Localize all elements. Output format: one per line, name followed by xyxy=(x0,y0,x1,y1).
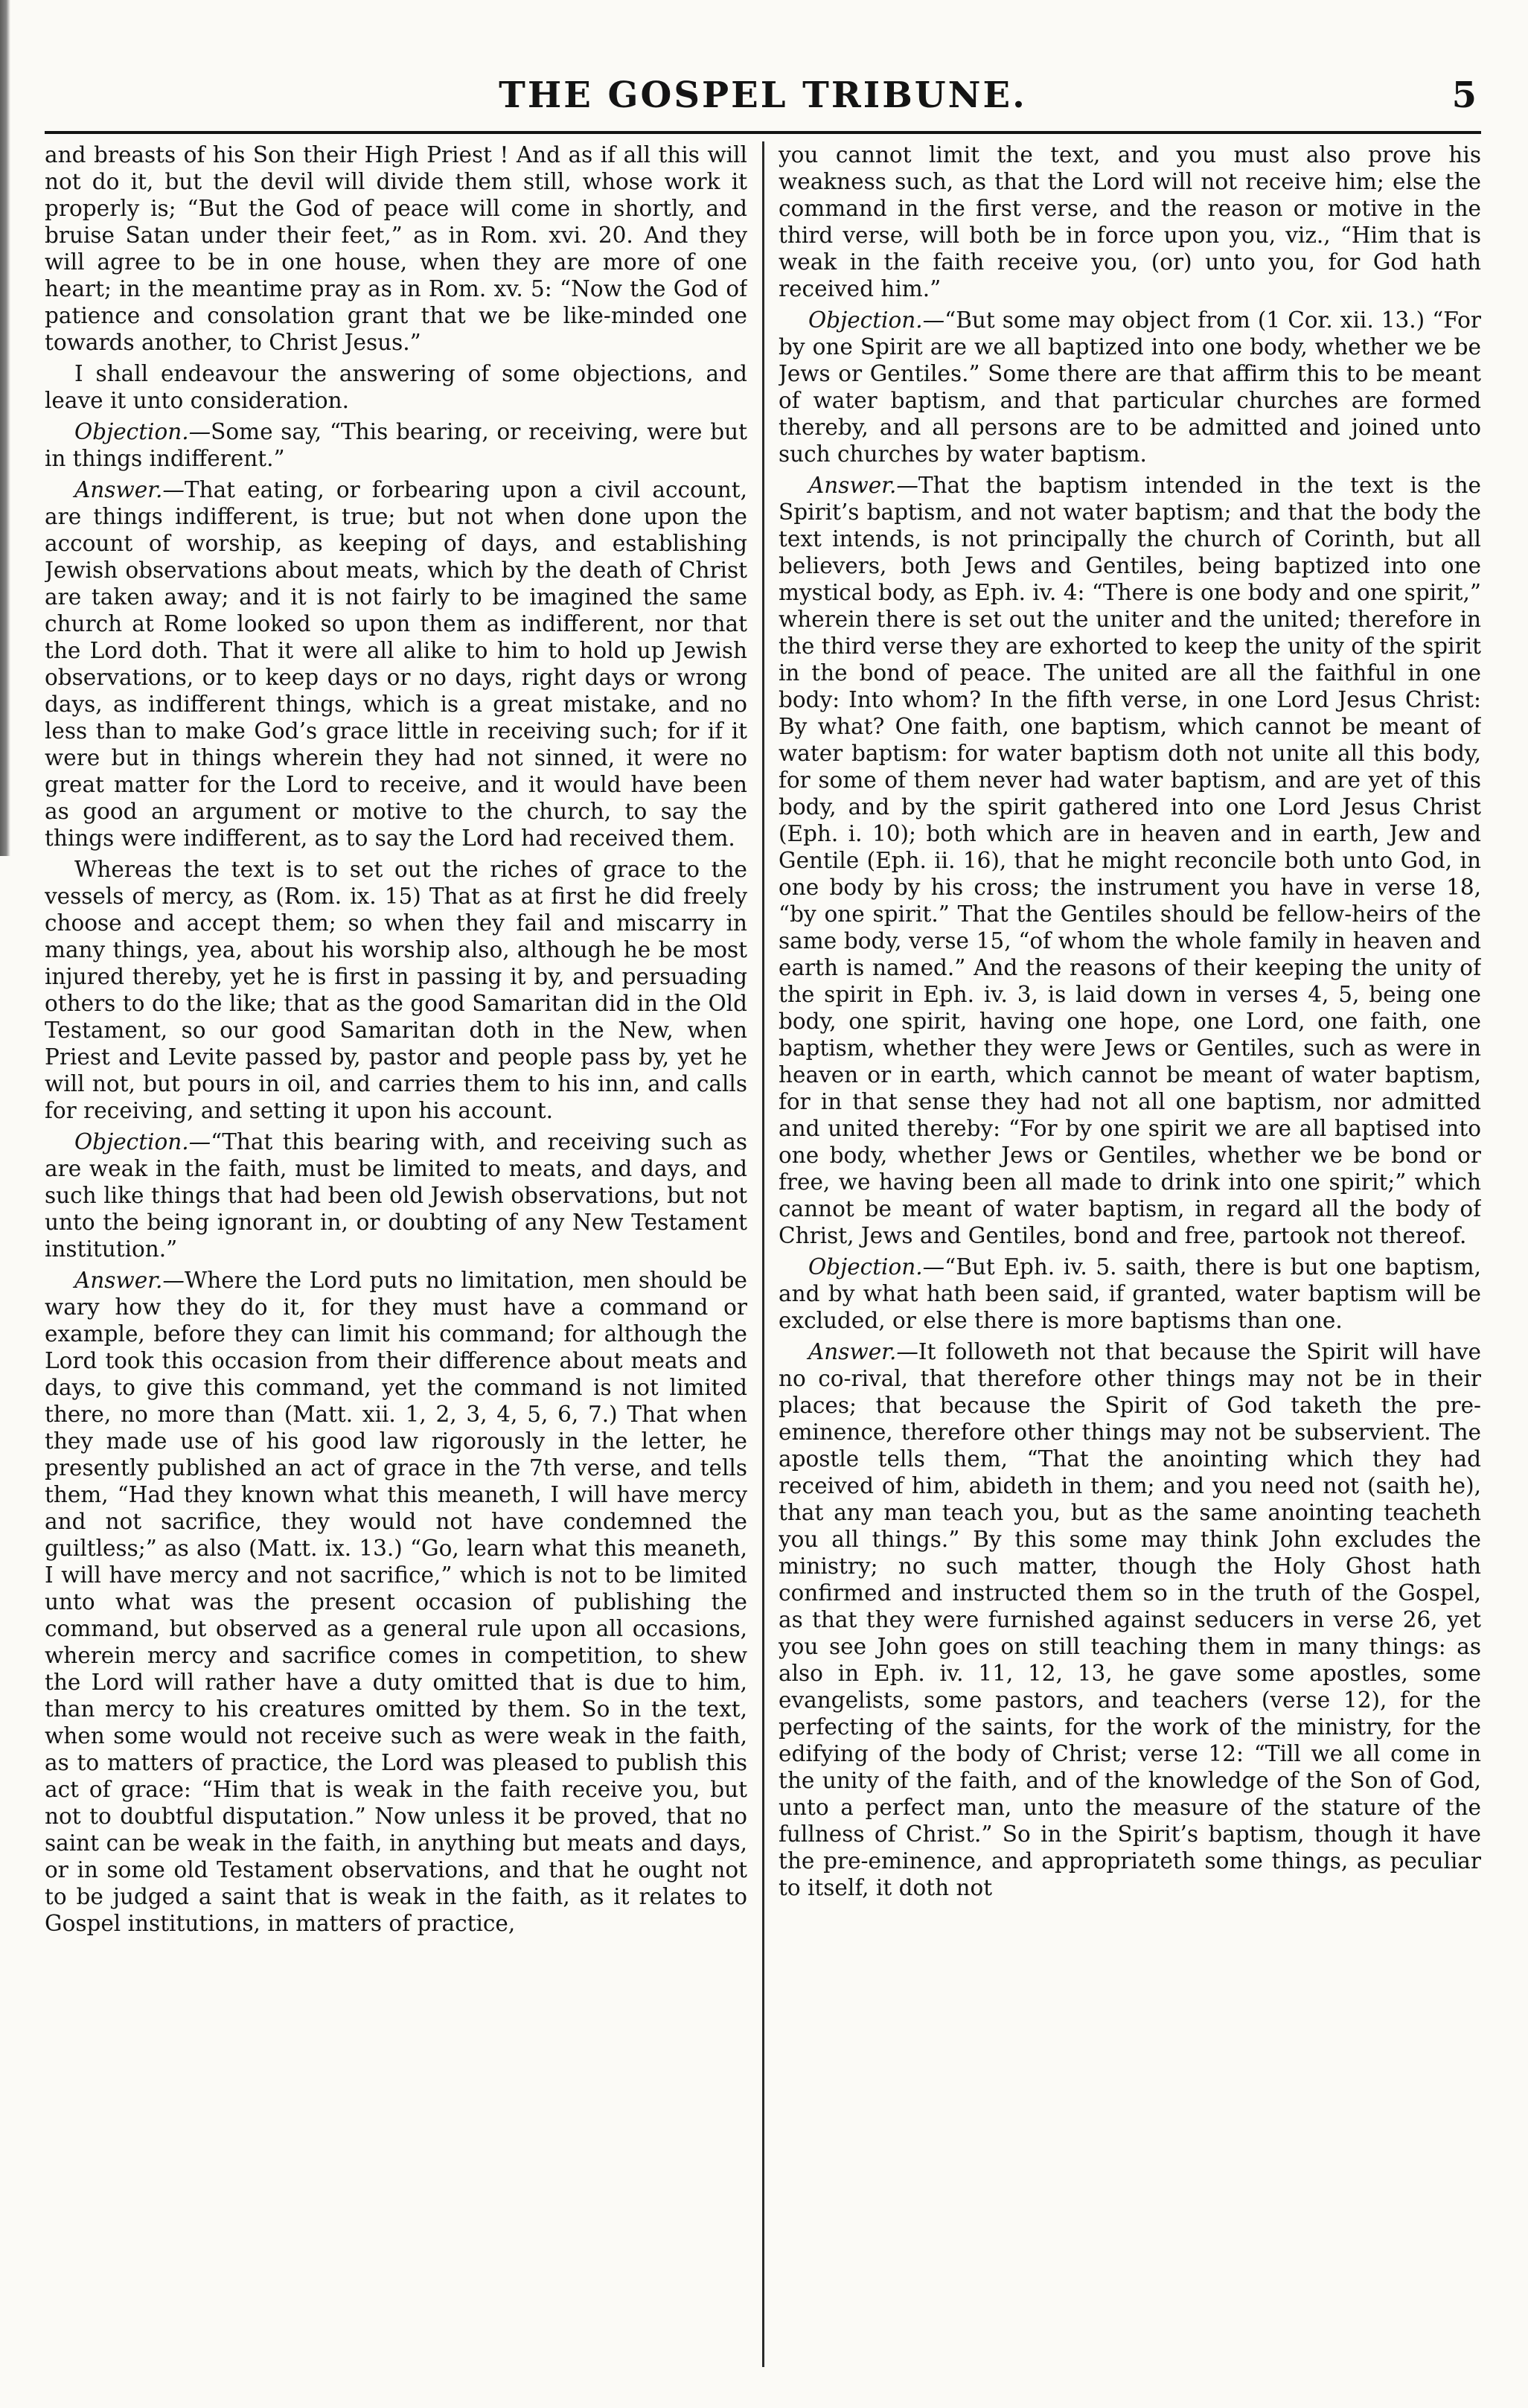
answer-label: Answer.— xyxy=(808,1339,918,1364)
objection-label: Objection.— xyxy=(808,307,945,333)
answer-label: Answer.— xyxy=(74,1268,185,1293)
objection-paragraph: Objection.—“But some may object from (1 Cor. xii. 13.) “For by one Spirit are we all baptized into one body, whether we be Jews or Gentiles.” Some there are that affirm this to be meant of water baptism, and that particular churches are formed thereby, and all persons are to be admitted and joined unto such churches by water baptism. xyxy=(779,307,1481,467)
answer-paragraph: Answer.—Where the Lord puts no limitation, men should be wary how they do it, for they must have a command or example, before they can limit his command; for although the Lord took this occasion from their difference about meats and days, to give this command, yet the command is not limited there, no more than (Matt. xii. 1, 2, 3, 4, 5, 6, 7.) That when they made use of his good law rigorously in the letter, he presently published an act of grace in the 7th verse, and tells them, “Had they known what this meaneth, I will have mercy and not sacrifice, they would not have condemned the guiltless;” as also (Matt. ix. 13.) “Go, learn what this meaneth, I will have mercy and not sacrifice,” which is not to be limited unto what was the present occasion of publishing the command, but observed as a general rule upon all occasions, wherein mercy and sacrifice comes in competition, to shew the Lord will rather have a duty omitted that is due to him, than mercy to his creatures omitted by them. So in the text, when some would not receive such as were weak in the faith, as to matters of practice, the Lord was pleased to publish this act of grace: “Him that is weak in the faith receive you, but not to doubtful disputation.” Now unless it be proved, that no saint can be weak in the faith, in anything but meats and days, or in some old Testament observations, and that he ought not to be judged a saint that is weak in the faith, as it relates to Gospel institutions, in matters of practice, xyxy=(45,1268,747,1936)
left-column xyxy=(45,141,747,2367)
paragraph: Whereas the text is to set out the riches of grace to the vessels of mercy, as (Rom. ix. 15) That as at first he did freely choose and accept them; so when they fail and miscarry in many things, yea, about his worship also, although he be most injured thereby, yet he is first in passing it by, and persuading others to do the like; that as the good Samaritan did in the Old Testament, so our good Samaritan doth in the New, when Priest and Levite passed by, pastor and people pass by, yet he will not, but pours in oil, and carries them to his inn, and calls for receiving, and setting it upon his account. xyxy=(45,857,747,1123)
paragraph: I shall endeavour the answering of some objections, and leave it unto consideration. xyxy=(45,361,747,413)
right-column xyxy=(779,141,1481,2367)
answer-paragraph: Answer.—It followeth not that because the Spirit will have no co-rival, that therefore other things may not be in their places; that because the Spirit of God taketh the pre-eminence, therefore other things may not be subservient. The apostle tells them, “That the anointing which they had received of him, abideth in them; and you need not (saith he), that any man teach you, but as the same anointing teacheth you all things.” By this some may think John excludes the ministry; no such matter, though the Holy Ghost hath confirmed and instructed them so in the truth of the Gospel, as that they were furnished against seducers in verse 26, yet you see John goes on still teaching them in many things: as also in Eph. iv. 11, 12, 13, he gave some apostles, some evangelists, some pastors, and teachers (verse 12), for the perfecting of the saints, for the work of the ministry, for the edifying of the body of Christ; verse 12: “Till we all come in the unity of the faith, and of the knowledge of the Son of God, unto a perfect man, unto the measure of the stature of the fullness of Christ.” So in the Spirit’s baptism, though it have the pre-eminence, and appropriateth some things, as peculiar to itself, it doth not xyxy=(779,1339,1481,1900)
binding-edge-shadow xyxy=(0,0,10,856)
objection-paragraph: Objection.—“But Eph. iv. 5. saith, there is but one baptism, and by what hath been said, if granted, water baptism will be excluded, or else there is more baptisms than one. xyxy=(779,1254,1481,1333)
objection-label: Objection.— xyxy=(74,419,211,444)
page-number: 5 xyxy=(1451,74,1477,116)
answer-paragraph: Answer.—That the baptism intended in the text is the Spirit’s baptism, and not water baptism; and that the body the text intends, is not principally the church of Corinth, but all believers, both Jews and Gentiles, being baptized into one mystical body, as Eph. iv. 4: “There is one body and one spirit,” wherein there is set out the uniter and the united; therefore in the third verse they are exhorted to keep the unity of the spirit in the bond of peace. The united are all the faithful in one body: Into whom? In the fifth verse, in one Lord Jesus Christ: By what? One faith, one baptism, which cannot be meant of water baptism: for water baptism doth not unite all this body, for some of them never had water baptism, and are yet of this body, and by the spirit gathered into one Lord Jesus Christ (Eph. i. 10); both which are in heaven and in earth, Jew and Gentile (Eph. ii. 16), that he might reconcile both unto God, in one body by his cross; the instrument you have in verse 18, “by one spirit.” That the Gentiles should be fellow-heirs of the same body, verse 15, “of whom the whole family in heaven and earth is named.” And the reasons of their keeping the unity of the spirit in Eph. iv. 3, is laid down in verses 4, 5, being one body, one spirit, having one hope, one Lord, one faith, one baptism, whether they were Jews or Gentiles, such as were in heaven or in earth, which cannot be meant of water baptism, for in that sense they had not all one baptism, nor admitted and united thereby: “For by one spirit we are all baptised into one body, whether Jews or Gentiles, whether we be bond or free, we having been all made to drink into one spirit;” which cannot be meant of water baptism, in regard all the body of Christ, Jews and Gentiles, bond and free, partook not thereof. xyxy=(779,473,1481,1248)
answer-label: Answer.— xyxy=(808,473,918,498)
objection-label: Objection.— xyxy=(808,1254,945,1280)
publication-title: THE GOSPEL TRIBUNE. xyxy=(499,74,1027,116)
paragraph: you cannot limit the text, and you must also prove his weakness such, as that the Lord will not receive him; else the command in the first verse, and the reason or motive in the third verse, will both be in force upon you, viz., “Him that is weak in the faith receive you, (or) unto you, for God hath received him.” xyxy=(779,142,1481,301)
objection-label: Objection.— xyxy=(74,1129,211,1155)
column-divider xyxy=(762,141,764,2367)
objection-paragraph: Objection.—Some say, “This bearing, or receiving, were but in things indifferent.” xyxy=(45,419,747,471)
answer-label: Answer.— xyxy=(74,477,185,502)
paragraph: and breasts of his Son their High Priest ! And as if all this will not do it, but the devil will divide them still, whose work it properly is; “But the God of peace will come in shortly, and bruise Satan under their feet,” as in Rom. xvi. 20. And they will agree to be in one house, when they are more of one heart; in the meantime pray as in Rom. xv. 5: “Now the God of patience and consolation grant that we be like-minded one towards another, to Christ Jesus.” xyxy=(45,142,747,355)
answer-paragraph: Answer.—That eating, or forbearing upon a civil account, are things indifferent, is true; but not when done upon the account of worship, as keeping of days, and establishing Jewish observations about meats, which by the death of Christ are taken away; and it is not fairly to be imagined the same church at Rome looked so upon them as indifferent, nor that the Lord doth. That it were all alike to him to hold up Jewish observations, or to keep days or no days, right days or wrong days, as indifferent things, which is a great mistake, and no less than to make God’s grace little in receiving such; for if it were but in things wherein they had not sinned, it were no great matter for the Lord to receive, and it would have been as good an argument or motive to the church, to say the things were indifferent, as to say the Lord had received them. xyxy=(45,477,747,851)
objection-paragraph: Objection.—“That this bearing with, and receiving such as are weak in the faith, must be limited to meats, and days, and such like things that had been old Jewish observations, but not unto the being ignorant in, or doubting of any New Testament institution.” xyxy=(45,1129,747,1262)
page-header xyxy=(45,71,1481,134)
